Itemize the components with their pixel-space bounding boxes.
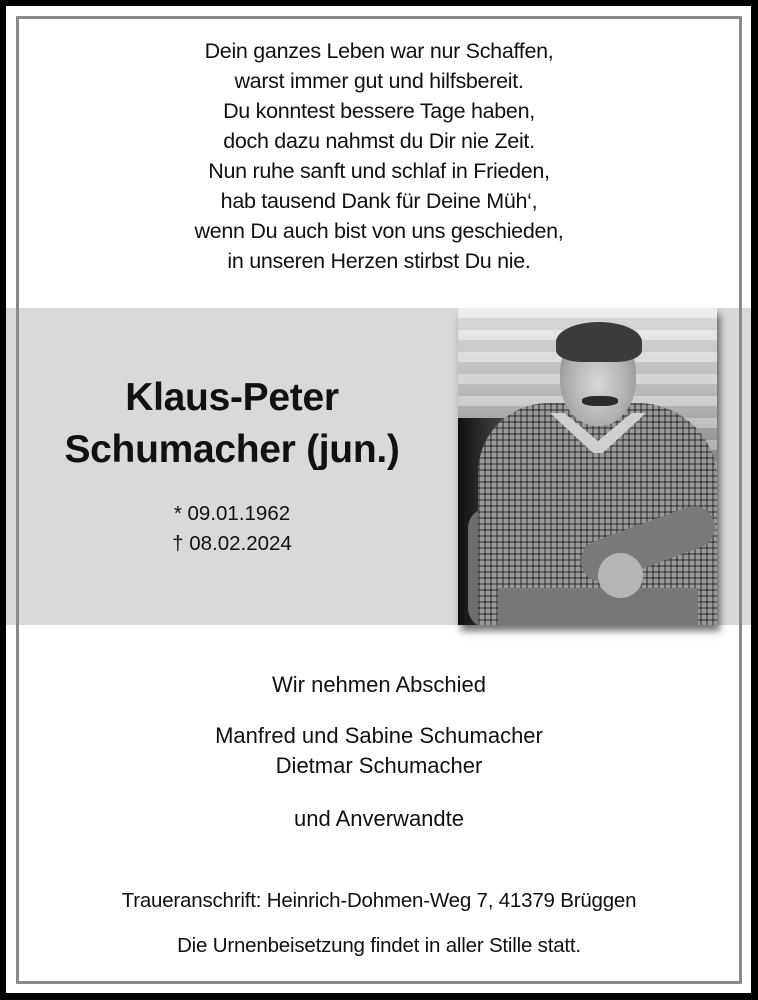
poem-line: in unseren Herzen stirbst Du nie. xyxy=(227,249,531,273)
photo-mustache xyxy=(582,396,618,406)
name-line-2: Schumacher (jun.) xyxy=(64,428,400,471)
poem xyxy=(0,36,758,276)
portrait-photo xyxy=(458,308,717,625)
mourning-address: Traueranschrift: Heinrich-Dohmen-Weg 7, 41379 Brüggen xyxy=(121,889,637,912)
poem-line: wenn Du auch bist von uns geschieden, xyxy=(194,219,564,243)
poem-line: hab tausend Dank für Deine Müh‘, xyxy=(220,189,538,213)
photo-hair xyxy=(556,322,642,362)
death-date: † 08.02.2024 xyxy=(172,532,292,555)
mourners-list xyxy=(0,721,758,781)
mourner: Manfred und Sabine Schumacher xyxy=(215,723,543,748)
poem-line: Du konntest bessere Tage haben, xyxy=(223,99,535,123)
poem-line: warst immer gut und hilfsbereit. xyxy=(234,69,524,93)
poem-line: Dein ganzes Leben war nur Schaffen, xyxy=(204,39,554,63)
farewell-intro: Wir nehmen Abschied xyxy=(272,672,486,697)
poem-line: doch dazu nahmst du Dir nie Zeit. xyxy=(223,129,535,153)
name-line-1: Klaus-Peter xyxy=(125,376,339,419)
burial-note: Die Urnenbeisetzung findet in aller Stille statt. xyxy=(177,934,581,957)
life-dates xyxy=(20,499,444,559)
relatives: und Anverwandte xyxy=(293,806,465,831)
photo-hand xyxy=(598,553,643,598)
poem-line: Nun ruhe sanft und schlaf in Frieden, xyxy=(208,159,550,183)
photo-jeans xyxy=(498,588,698,625)
birth-date: * 09.01.1962 xyxy=(173,502,291,525)
mourner: Dietmar Schumacher xyxy=(275,753,483,778)
deceased-name xyxy=(20,372,444,476)
